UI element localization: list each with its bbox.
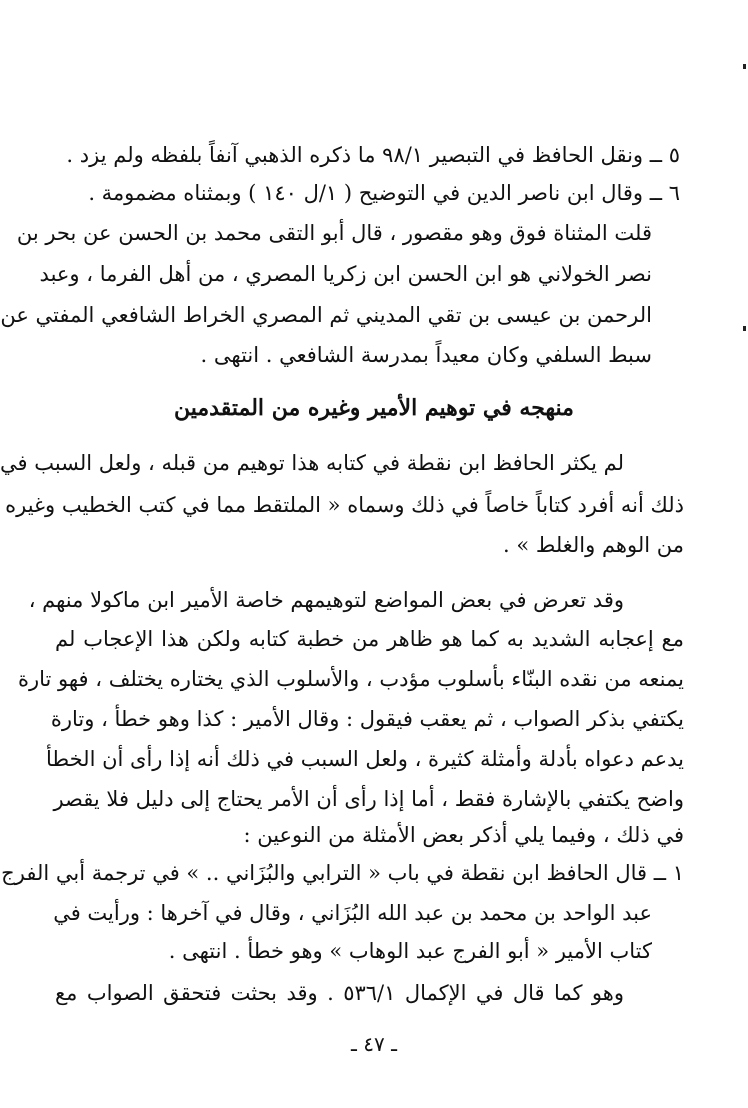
note-line-5: ٥ ــ ونقل الحافظ في التبصير ٩٨/١ ما ذكره الذهبي آنفاً بلفظه ولم يزد .: [66, 143, 680, 167]
paragraph2-line-7: في ذلك ، وفيما يلي أذكر بعض الأمثلة من النوعين :: [243, 823, 684, 847]
note-continuation-4: سبط السلفي وكان معيداً بمدرسة الشافعي . انتهى .: [200, 343, 652, 367]
note-continuation-2: نصر الخولاني هو ابن الحسن ابن زكريا المصري ، من أهل الفرما ، وعبد: [39, 262, 652, 286]
paragraph2-line-4: يكتفي بذكر الصواب ، ثم يعقب فيقول : وقال الأمير : كذا وهو خطأ ، وتارة: [50, 707, 684, 731]
edge-mark-middle: [743, 326, 746, 331]
example1-line-1: ١ ــ قال الحافظ ابن نقطة في باب « الترابي والبُزَاني .. » في ترجمة أبي الفرج: [1, 861, 684, 885]
paragraph2-line-6: واضح يكتفي بالإشارة فقط ، أما إذا رأى أن الأمر يحتاج إلى دليل فلا يقصر: [53, 787, 684, 811]
note-line-6: ٦ ــ وقال ابن ناصر الدين في التوضيح ( ١/ل ١٤٠ ) وبمثناه مضمومة .: [88, 181, 680, 205]
note-continuation-1: قلت المثناة فوق وهو مقصور ، قال أبو التقى محمد بن الحسن عن بحر بن: [16, 221, 652, 245]
paragraph1-line-2: ذلك أنه أفرد كتاباً خاصاً في ذلك وسماه « الملتقط مما في كتب الخطيب وغيره: [5, 493, 684, 517]
note-continuation-3: الرحمن بن عيسى بن تقي المديني ثم المصري الخراط الشافعي المفتي عن: [0, 303, 652, 327]
paragraph2-line-2: مع إعجابه الشديد به كما هو ظاهر من خطبة كتابه ولكن هذا الإعجاب لم: [55, 627, 684, 651]
example1-line-2: عبد الواحد بن محمد بن عبد الله البُزَاني ، وقال في آخرها : ورأيت في: [53, 901, 652, 925]
example1-line-3: كتاب الأمير « أبو الفرج عبد الوهاب » وهو خطأ . انتهى .: [168, 939, 652, 963]
closing-line: وهو كما قال في الإكمال ٥٣٦/١ . وقد بحثت فتحقق الصواب مع: [55, 981, 624, 1005]
paragraph2-line-5: يدعم دعواه بأدلة وأمثلة كثيرة ، ولعل السبب في ذلك أنه إذا رأى أن الخطأ: [46, 747, 684, 771]
paragraph2-line-1: وقد تعرض في بعض المواضع لتوهيمهم خاصة الأمير ابن ماكولا منهم ،: [28, 588, 624, 612]
edge-mark-top: [743, 64, 746, 69]
page-number: ـ ٤٧ ـ: [351, 1032, 397, 1056]
paragraph1-line-3: من الوهم والغلط » .: [503, 533, 684, 557]
paragraph1-line-1: لم يكثر الحافظ ابن نقطة في كتابه هذا توهيم من قبله ، ولعل السبب في: [0, 451, 624, 475]
paragraph2-line-3: يمنعه من نقده البنّاء بأسلوب مؤدب ، والأسلوب الذي يختاره يختلف ، فهو تارة: [17, 667, 684, 691]
section-heading: منهجه في توهيم الأمير وغيره من المتقدمين: [174, 395, 574, 421]
